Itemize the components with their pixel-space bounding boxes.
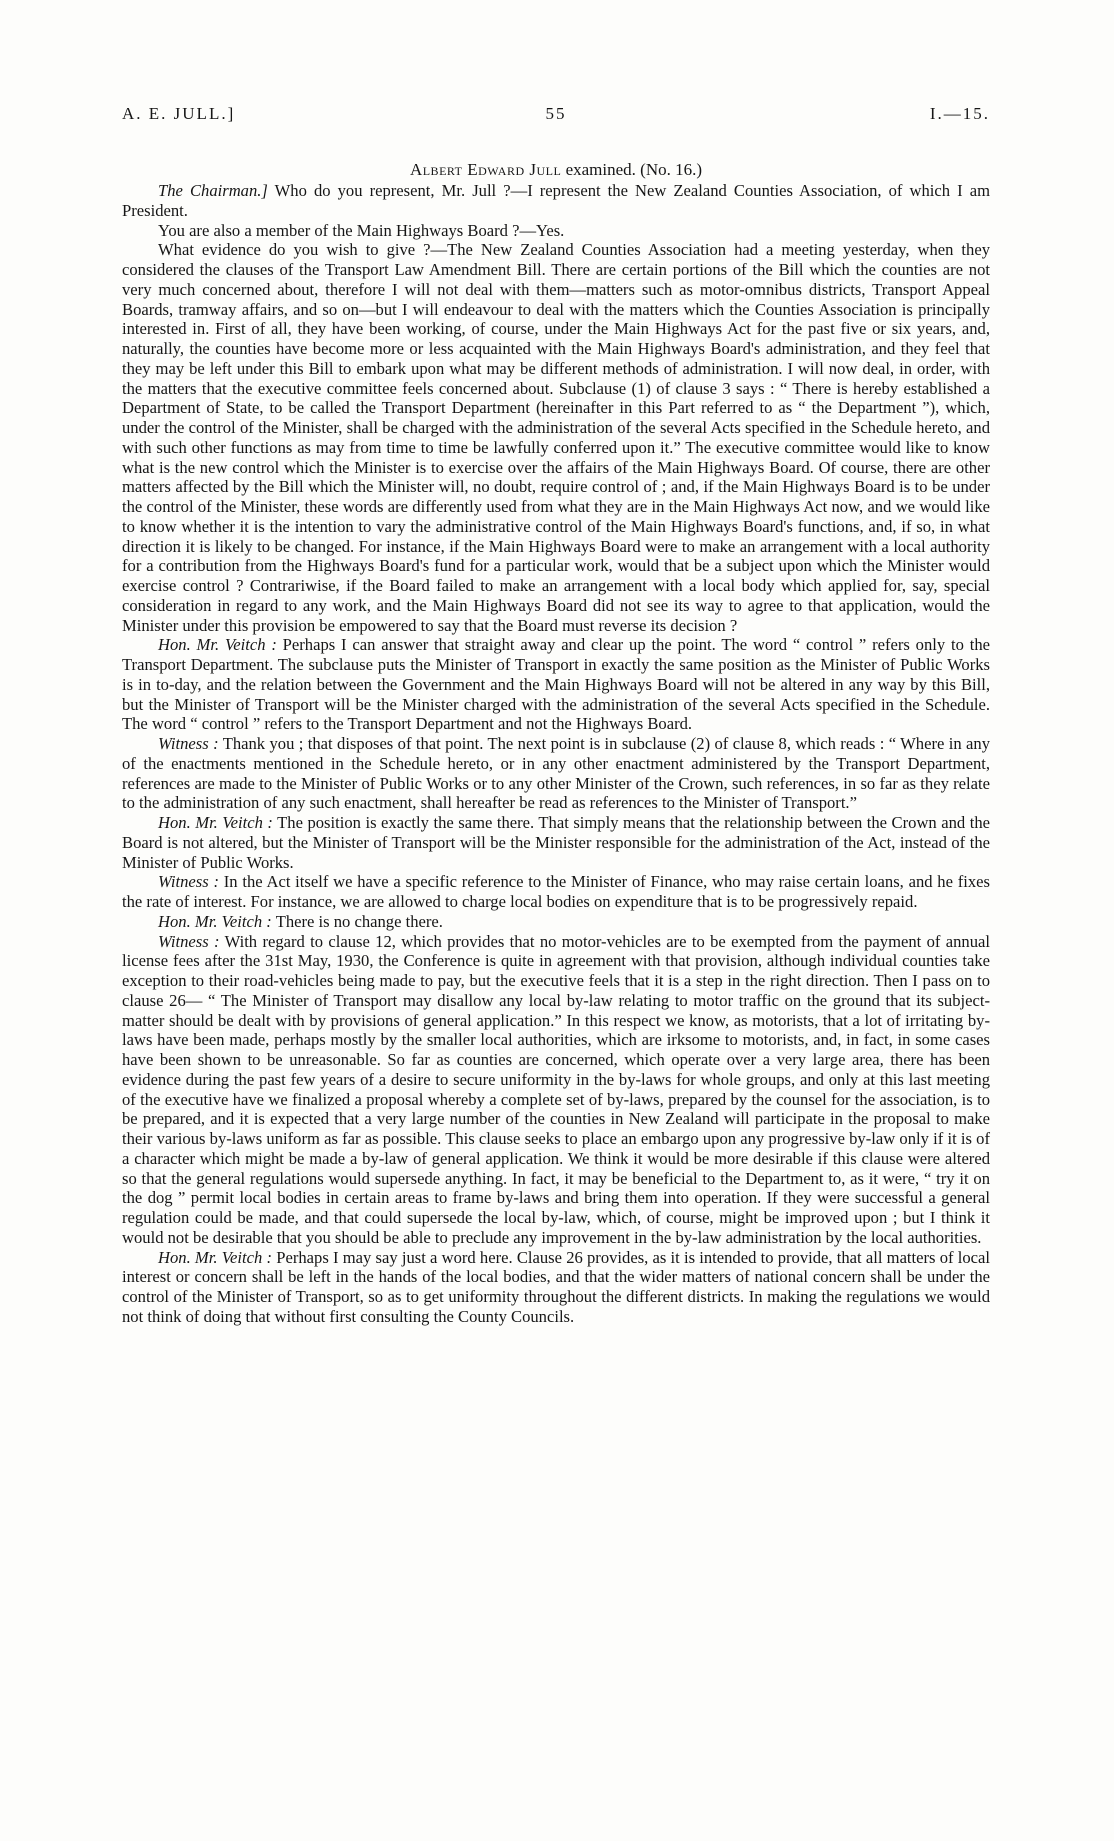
speaker-label: Witness : [158,734,219,753]
paragraph [122,221,990,241]
speaker-label: Hon. Mr. Veitch : [158,1247,273,1267]
transcript-body [122,181,990,1327]
title-rest: examined. (No. 16.) [561,160,703,179]
speaker-label: Witness : [158,931,220,951]
paragraph-text: With regard to clause 12, which provides that no motor-vehicles are to be exempted from the payment of annual license fees after the 31st May, 1930, the Conference is quite in agreement with that provision, although individual counties take exception to their road-vehicles being made to pay, but the executive feels that it is a step in the right direction. Then I pass on to clause 26— “ The Minister of Transport may disallow any local by-law relating to motor traffic on the ground that its subject-matter should be dealt with by provisions of general application.” In this respect we know, as motorists, that a lot of irritating by-laws have been made, perhaps mostly by the smaller local authorities, which are irksome to motorists, and, in fact, in some cases have been shown to be unreasonable. So far as counties are concerned, which operate over a very large area, there has been evidence during the past few years of a desire to secure uniformity in the by-laws for whole groups, and only at this last meeting of the executive have we finalized a proposal whereby a complete set of by-laws, prepared by the counsel for the association, is to be prepared, and it is expected that a very large number of the counties in New Zealand will participate in the proposal to make their various by-laws uniform as far as possible. This clause seeks to place an embargo upon any progressive by-law only if it is of a character which might be made a by-law of general application. We think it would be more desirable if this clause were altered so that the general regulations would supersede anything. In fact, it may be beneficial to the Department to, as it were, “ try it on the dog ” permit local bodies in certain areas to frame by-laws and bring them into operation. If they were successful a general regulation could be made, and that could supersede the local by-law, which, of course, might be improved upon ; but I think it would not be desirable that you should be able to preclude any improvement in the by-law administration by the local authorities. [122,931,990,1247]
speaker-label: Hon. Mr. Veitch : [158,635,277,655]
paragraph-text: What evidence do you wish to give ?—The New Zealand Counties Association had a meeting yesterday, when they considered the clauses of the Transport Law Amendment Bill. There are certain portions of the Bill which the counties are not very much concerned about, therefore I will not deal with them—matters such as motor-omnibus districts, Transport Appeal Boards, tramway affairs, and so on—but I will endeavour to deal with the matters which the Counties Association is principally interested in. First of all, they have been working, of course, under the Main Highways Act for the past five or six years, and, naturally, the counties have become more or less acquainted with the Main Highways Board's administration, and they feel that they may be left under this Bill to embark upon what may be different methods of administration. I will now deal, in order, with the matters that the executive committee feels concerned about. Subclause (1) of clause 3 says : “ There is hereby established a Department of State, to be called the Transport Department (hereinafter in this Part referred to as “ the Department ”), which, under the control of the Minister, shall be charged with the administration of the several Acts specified in the Schedule hereto, and with such other functions as may from time to time be lawfully conferred upon it.” The executive committee would like to know what is the new control which the Minister is to exercise over the affairs of the Main Highways Board. Of course, there are other matters affected by the Bill which the Minister will, no doubt, require control of ; and, if the Main Highways Board is to be under the control of the Minister, these words are differently used from what they are in the Main Highways Act now, and we would like to know whether it is the intention to vary the administrative control of the Main Highways Board's functions, and, if so, in what direction it is likely to be changed. For instance, if the Main Highways Board were to make an arrangement with a local authority for a contribution from the Highways Board's fund for a particular work, would that be a subject upon which the Minister would exercise control ? Contrariwise, if the Board failed to make an arrangement with a local body which applied for, say, special consideration in regard to any work, and the Main Highways Board did not see its way to agree to that application, would the Minister under this provision be empowered to say that the Board must reverse its decision ? [122,240,990,635]
paragraph [122,181,990,221]
paragraph-text: Perhaps I can answer that straight away and clear up the point. The word “ control ” refers only to the Transport Department. The subclause puts the Minister of Transport in exactly the same position as the Minister of Public Works is in to-day, and the relation between the Government and the Main Highways Board will not be altered in any way by this Bill, but the Minister of Transport will be the Minister charged with the administration of the several Acts specified in the Schedule. The word “ control ” refers to the Transport Department and not the Highways Board. [122,635,990,734]
paragraph [122,734,990,813]
page-header [122,104,990,130]
paragraph-text: Thank you ; that disposes of that point. The next point is in subclause (2) of clause 8, which reads : “ Where in any of the enactments mentioned in the Schedule hereto, or in any other enactment administered by the Transport Department, references are made to the Minister of Public Works or to any other Minister of the Crown, such references, in so far as they relate to the administration of any such enactment, shall hereafter be read as references to the Minister of Transport.” [122,734,990,813]
paragraph [122,932,990,1248]
speaker-label: The Chairman.] [158,181,268,200]
speaker-label: Hon. Mr. Veitch : [158,911,272,931]
paragraph-text: The position is exactly the same there. That simply means that the relationship between the Crown and the Board is not altered, but the Minister of Transport will be the Minister responsible for the administration of the Act, instead of the Minister of Public Works. [122,813,990,872]
paragraph [122,813,990,872]
paragraph-text: There is no change there. [271,911,443,931]
header-paper-ref: I.—15. [929,104,990,123]
paragraph-text: Who do you represent, Mr. Jull ?—I represent the New Zealand Counties Association, of which I am President. [122,181,991,220]
page-number: 55 [545,104,567,123]
speaker-label: Hon. Mr. Veitch : [158,813,273,832]
paragraph-text: In the Act itself we have a specific reference to the Minister of Finance, who may raise certain loans, and he fixes the rate of interest. For instance, we are allowed to charge local bodies on expenditure that is to be progressively repaid. [122,872,990,911]
witness-name: Albert Edward Jull [409,160,562,179]
paragraph-text: Perhaps I may say just a word here. Clause 26 provides, as it is intended to provide, that all matters of local interest or concern shall be left in the hands of the local bodies, and that the wider matters of national concern shall be under the control of the Minister of Transport, so as to get uniformity throughout the different districts. In making the regulations we would not think of doing that without first consulting the County Councils. [122,1247,990,1326]
paragraph [122,872,990,912]
paragraph [122,635,990,734]
header-witness-ref: A. E. JULL.] [122,104,236,123]
section-title [122,160,990,180]
paragraph [122,240,990,635]
paragraph [122,912,990,932]
speaker-label: Witness : [158,872,219,892]
paragraph [122,1248,990,1327]
paragraph-text: You are also a member of the Main Highways Board ?—Yes. [158,220,565,240]
